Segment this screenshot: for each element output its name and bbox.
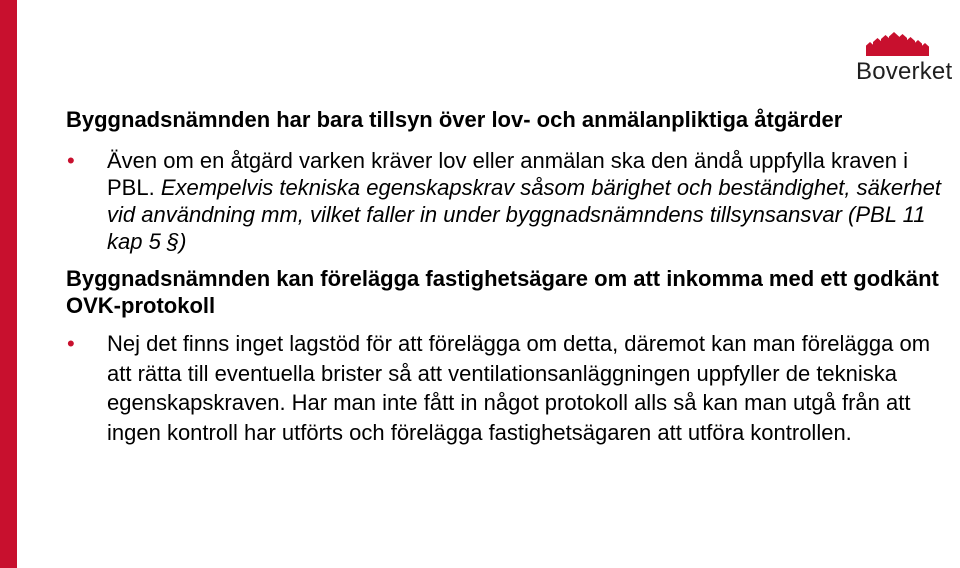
bullet-dot: • (67, 148, 75, 173)
bullet-text-italic: Exempelvis tekniska egenskapskrav såsom bärighet och beständighet, säkerhet vid användning mm, vilket faller in under byggnadsnämndens tillsynsansvar (PBL 11 kap 5 §) (107, 175, 942, 254)
logo-text: Boverket (856, 58, 953, 85)
bullet-item (66, 147, 954, 255)
house-shape (914, 40, 922, 56)
boverket-logo (852, 26, 956, 88)
house-shape (898, 34, 907, 56)
bullet-text: Nej det finns inget lagstöd för att förelägga om detta, däremot kan man förelägga om att rätta till eventuella brister så att ventilationsanläggningen uppfyller de tekniska egenskapskraven. Har man inte fått in något protokoll alls så kan man utgå från att ingen kontroll har utförts och förelägga fastighetsägaren att utföra kontrollen. (107, 331, 931, 445)
bullet-text: Även om en åtgärd varken kräver lov eller anmälan ska den ändå uppfylla kraven i PBL. (107, 148, 909, 200)
bullet-list-supervision (66, 147, 954, 255)
houses-icon (866, 26, 946, 56)
bullet-dot: • (67, 331, 75, 356)
accent-bar (0, 0, 17, 568)
bullet-list-ovk (66, 329, 954, 447)
bullet-item (66, 329, 954, 447)
house-shape (881, 35, 890, 56)
slide-content (66, 106, 954, 447)
house-shape (866, 42, 874, 56)
house-shape (921, 43, 929, 56)
house-shape (873, 38, 882, 56)
heading-ovk: Byggnadsnämnden kan förelägga fastighetsägare om att inkomma med ett godkänt OVK-protokoll (66, 266, 939, 318)
heading-supervision: Byggnadsnämnden har bara tillsyn över lov- och anmälanpliktiga åtgärder (66, 107, 843, 132)
house-shape (906, 37, 915, 56)
house-shape (889, 32, 899, 56)
